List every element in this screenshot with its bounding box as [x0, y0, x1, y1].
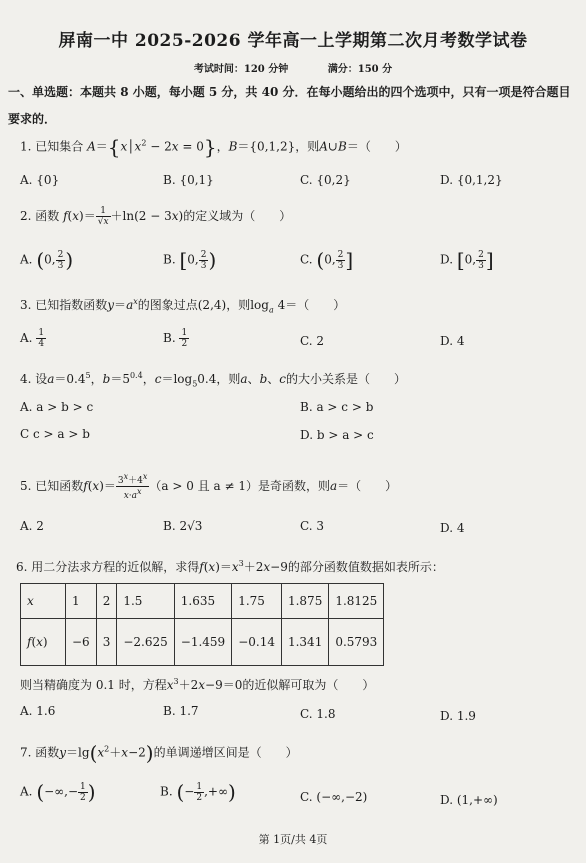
q7-option-d[interactable]: D. (1,+∞) — [440, 793, 498, 807]
q1-option-a[interactable]: A. {0} — [20, 173, 60, 187]
table-cell: −2.625 — [117, 619, 174, 666]
q4-option-a[interactable]: A. a > b > c — [20, 400, 94, 414]
question-7: 7. 函数$y=\lg(x^2+x-2)$的单调递增区间是（ ） — [20, 741, 298, 765]
table-cell: −0.14 — [232, 619, 282, 666]
table-header-fx: f(x) — [21, 619, 66, 666]
table-header-x: x — [21, 584, 66, 619]
table-cell: 1.75 — [232, 584, 282, 619]
q7-option-c[interactable]: C. (−∞,−2) — [300, 790, 368, 804]
table-row — [21, 584, 384, 619]
q6-option-b[interactable]: B. 1.7 — [163, 704, 199, 718]
table-cell: 1.875 — [281, 584, 328, 619]
function-value-table — [20, 583, 384, 666]
question-1: 1. 已知集合 $A=\{x│x^2 - 2x = 0\}$，B＝{0,1,2}，则A∪B＝（ ） — [20, 135, 407, 159]
q6-option-c[interactable]: C. 1.8 — [300, 707, 336, 721]
q7-option-a[interactable]: A. (−∞,− $\frac{1}{2}$ ) — [20, 780, 96, 804]
q1-option-c[interactable]: C. {0,2} — [300, 173, 351, 187]
q1-option-b[interactable]: B. {0,1} — [163, 173, 214, 187]
q5-option-d[interactable]: D. 4 — [440, 521, 465, 535]
q3-option-a[interactable]: A. $\frac{1}{4}$ — [20, 328, 45, 349]
q6-option-d[interactable]: D. 1.9 — [440, 709, 476, 723]
table-cell: 2 — [96, 584, 117, 619]
q5-option-b[interactable]: B. 2√3 — [163, 519, 203, 533]
exam-time: 考试时间：120 分钟 — [193, 64, 289, 75]
table-cell: −6 — [66, 619, 97, 666]
q2-option-d[interactable]: D. [0, $\frac{2}{3}$ ] — [440, 248, 494, 272]
table-cell: 1.341 — [281, 619, 328, 666]
table-cell: 3 — [96, 619, 117, 666]
q7-option-b[interactable]: B. (− $\frac{1}{2}$ ,+∞) — [160, 780, 236, 804]
section-text: 本题共 8 小题，每小题 5 分，共 40 分．在每小题给出的四个选项中，只有一项是符合题目要求的． — [8, 85, 571, 126]
q1-option-d[interactable]: D. {0,1,2} — [440, 173, 503, 187]
table-cell: 1 — [66, 584, 97, 619]
exam-score: 满分：150 分 — [327, 64, 393, 75]
question-5: 5. 已知函数f(x)＝ $\frac{3^x+4^x}{x\cdot a^x}$ （a > 0 且 a ≠ 1）是奇函数，则a＝（ ） — [20, 472, 398, 501]
page-number: 第 1页/共 4页 — [258, 833, 328, 846]
table-cell: 1.5 — [117, 584, 174, 619]
q4-option-d[interactable]: D. b > a > c — [300, 428, 374, 442]
exam-info — [0, 60, 586, 75]
table-row — [21, 619, 384, 666]
q5-option-a[interactable]: A. 2 — [20, 519, 44, 533]
q3-option-b[interactable]: B. $\frac{1}{2}$ — [163, 328, 188, 349]
section-instructions — [8, 79, 580, 133]
q5-option-c[interactable]: C. 3 — [300, 519, 325, 533]
q3-option-d[interactable]: D. 4 — [440, 334, 465, 348]
table-cell: 0.5793 — [329, 619, 384, 666]
q2-option-c[interactable]: C. (0, $\frac{2}{3}$ ] — [300, 248, 354, 272]
q2-option-b[interactable]: B. [0, $\frac{2}{3}$ ) — [163, 248, 217, 272]
q6-option-a[interactable]: A. 1.6 — [20, 704, 56, 718]
table-cell: 1.635 — [174, 584, 231, 619]
q4-option-c[interactable]: C c > a > b — [20, 427, 90, 441]
question-6: 6. 用二分法求方程的近似解，求得$f(x)=x^3+2x-9$的部分函数值数据如表所示： — [16, 559, 444, 574]
q4-option-b[interactable]: B. a > c > b — [300, 400, 374, 414]
table-cell: 1.8125 — [329, 584, 384, 619]
q2-option-a[interactable]: A. (0, $\frac{2}{3}$ ) — [20, 248, 74, 272]
table-cell: −1.459 — [174, 619, 231, 666]
exam-title: 屏南一中 2025-2026 学年高一上学期第二次月考数学试卷 — [58, 31, 528, 51]
question-4: 4. 设$a=0.4^5$，$b=5^{0.4}$，$c=\log_50.4$，则a、b、c的大小关系是（ ） — [20, 371, 407, 389]
question-3: 3. 已知指数函数$y=a^x$的图象过点(2,4)，则$\log_a 4=$（ ） — [20, 297, 346, 315]
question-2: 2. 函数 f(x)＝ $\frac{1}{√x}$ ＋ln(2 − 3x)的定义域为（ ） — [20, 206, 292, 227]
question-6-followup: 则当精确度为 0.1 时，方程$x^3+2x-9=0$的近似解可取为（ ） — [20, 677, 375, 692]
section-heading: 一、单选题： — [8, 85, 81, 99]
q3-option-c[interactable]: C. 2 — [300, 334, 325, 348]
